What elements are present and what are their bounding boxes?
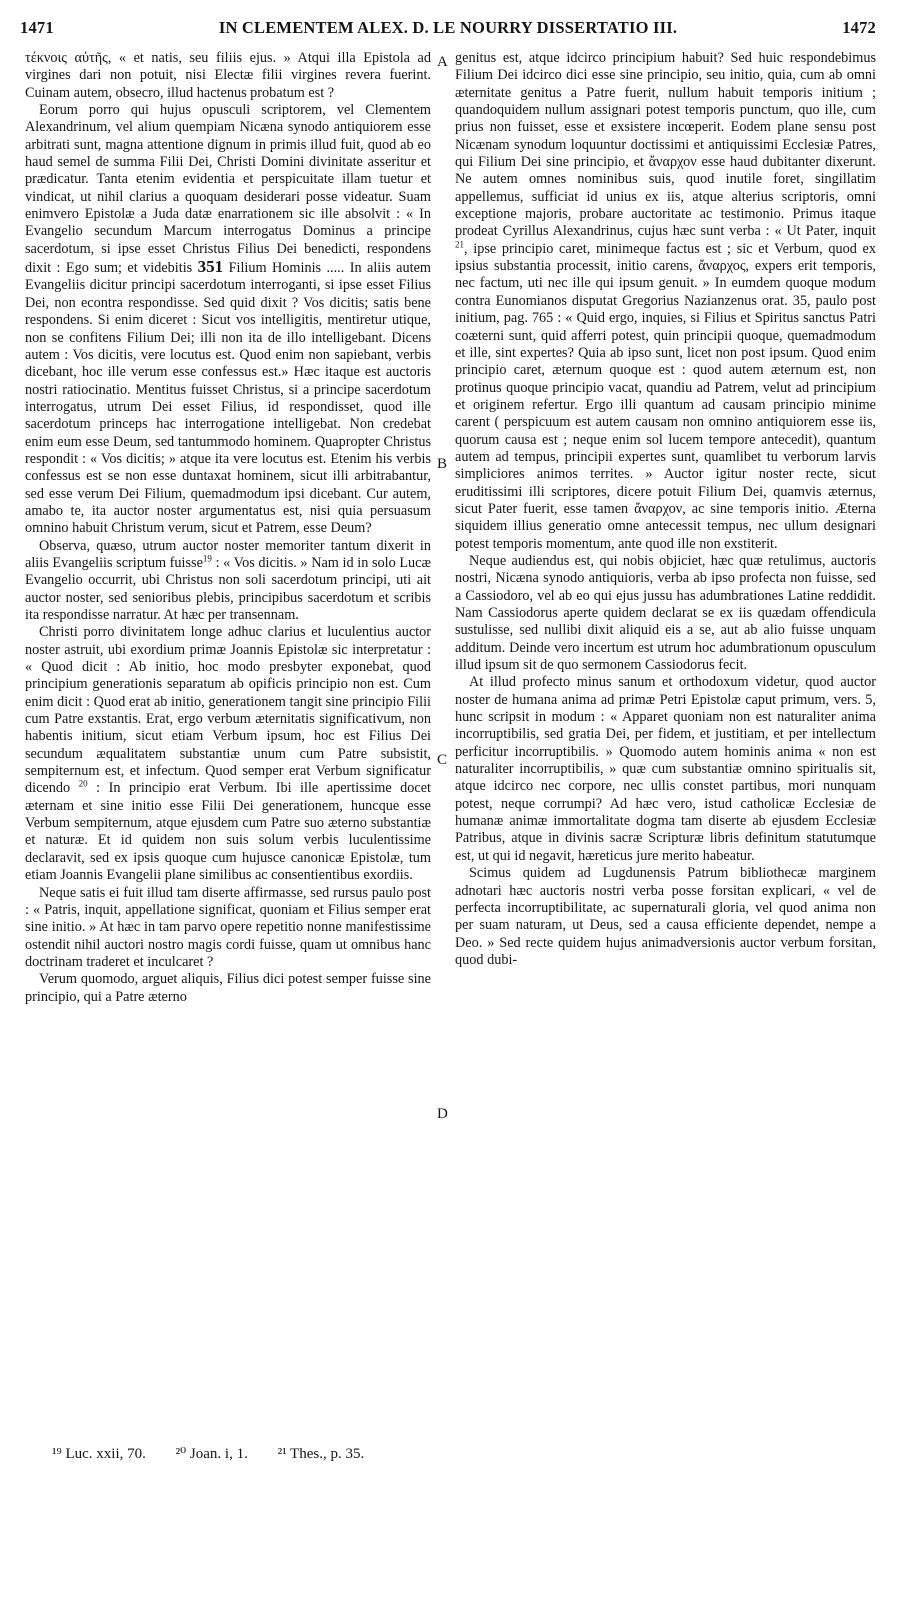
paragraph-text: : « Vos dicitis. » Nam id in solo Lucæ Evangelio occurrit, ubi Christus non soli sacerdotum principi, uti ait auctor noster, sed senioribus plebis, principibus sacerdotum et scribis ita respondisse narratur. At hæc per transennam.: [25, 554, 432, 623]
margin-marker-b: B: [437, 456, 448, 472]
running-title: IN CLEMENTEM ALEX. D. LE NOURRY DISSERTATIO III.: [218, 18, 678, 37]
paragraph: τέκνοις αὐτῆς, « et natis, seu filiis ejus. » Atqui illa Epistola ad virgines dari non potuit, nisi Electæ filii virgines revera fuerint. Cuinam autem, obsecro, illud hactenus probatum est ?: [25, 50, 431, 101]
paragraph: [455, 50, 876, 553]
footnote-ref: 19: [202, 553, 212, 564]
margin-marker-c: C: [437, 752, 448, 768]
footnote: ²¹ Thes., p. 35.: [277, 1446, 365, 1462]
paragraph: [25, 624, 431, 884]
paragraph-text: Christi porro divinitatem longe adhuc clarius et luculentius auctor noster astruit, ubi exordium primæ Joannis Epistolæ sic interpretatur : « Quod dicit : Ab initio, hoc modo presbyter exponebat, quod principium generationis separatum ab opificis principio non est. Cum enim dicit : Quod erat ab initio, generationem tangit sine principio Filii cum Patre exstantis. Erat, ergo verbum æternitatis significativum, non habentis initium, sicut etiam Verbum ipsum, hoc est Filius Dei secundum æqualitatem substantiæ unum cum Patre subsistit, sempiternum est, et infectum. Quod semper erat Verbum significatur dicendo: [25, 624, 431, 797]
footnote-ref: 20: [78, 778, 88, 789]
paragraph-text: genitus est, atque idcirco principium habuit? Sed huic respondebimus Filium Dei idcirco dici esse sine principio, seu initio, quia, cum ab omni æternitate genitus a Patre fuerit, nullum habuit temporis initium ; quandoquidem nullum assignari potest temporis punctum, quo ille, cum prius non fuisset, esse et exsistere incœperit. Eodem plane sensu post Nicænam synodum loquuntur doctissimi et antiquissimi Ecclesiæ Patres, qui Filium Dei sine principio, et ἄναρχον esse haud dubitanter dixerunt. Ne autem omnes nominibus suis, quod inutile foret, singillatim appellemus, sufficiat id unius ex iis, atque alterius scriptoris, omni exceptione majoris, probare auctoritate ac testimonio. Primus itaque prodeat Cyrillus Alexandrinus, cujus hæc sunt verba : « Ut Pater, inquit: [455, 50, 876, 240]
margin-marker-d: D: [437, 1106, 448, 1122]
paragraph: Verum quomodo, arguet aliquis, Filius dici potest semper fuisse sine principio, qui a Patre æterno: [25, 971, 431, 1005]
paragraph: Neque satis ei fuit illud tam diserte affirmasse, sed rursus paulo post : « Patris, inquit, appellatione significat, quoniam et Filius semper erat sine initio. » At hæc in tam parvo opere repetitio nonne manifestissime ostendit nihil auctori nostro magis cordi fuisse, quam ut omnibus hanc doctrinam traderet et inculcaret ?: [25, 884, 431, 970]
paragraph: At illud profecto minus sanum et orthodoxum videtur, quod auctor noster de humana anima ad primæ Petri Epistolæ caput primum, vers. 5, hunc scripsit in modum : « Apparet quoniam non est naturaliter anima incorruptibilis, sed gratia Dei, per fidem, et justitiam, et per intellectum perficitur incorruptibilis. » Quomodo autem hominis anima « non est naturaliter incorruptibilis, » quæ cum substantiæ omnino spiritualis sit, atque idcirco nec corpore, nec ullis constet partibus, mori nunquam potest, neque corrumpi? Ad hæc vero, istud catholicæ Ecclesiæ de humanæ animæ immortalitate dogma tam diserte ab ejusdem Ecclesiæ Patribus, atque in divinis sacræ Scripturæ libris definitum statutumque est, ut qui id negavit, hæreticus jure merito habeatur.: [455, 674, 876, 864]
footnote: ¹⁹ Luc. xxii, 70.: [52, 1446, 146, 1462]
right-column: [455, 50, 876, 969]
paragraph-text: Filium Hominis ..... In aliis autem Evangeliis dicitur principi sacerdotum interroganti, si ipse esset Filius Dei, non econtra respondisse. Sed quid dixit ? Vos dicitis; satis bene respondens. Si enim diceret : Sicut vos intelligitis, mentiretur utique, non se confitens Filium Dei; illi non ita de illo intelligebant. Dicens autem : Vos dicitis, vere locutus est. Quod enim non sapiebant, verbis dicebant, hoc ille verum esse confessus est.» Hæc itaque est auctoris nostri ratiocinatio. Mentitus fuisset Christus, si a principe sacerdotum interrogatus, utrum Dei esset Filius, id respondisset, quod ille sacerdotum princeps hac interrogatione intelligebat. Non credebat enim eum esse Deum, sed tantummodo hominem. Quapropter Christus respondit : « Vos dicitis; » atque ita vere locutus est. Etenim his verbis confessus est se non esse duntaxat hominem, sicut illi arbitrabantur, sed esse verum Dei Filium, quemadmodum ipsi dicebant. Cur autem, amabo te, ita auctor noster argumentatus est, nisi quia persuasum omnino habuit Christum verum, sicut et Patrem, esse Deum?: [25, 260, 432, 537]
paragraph: Scimus quidem ad Lugdunensis Patrum bibliothecæ marginem adnotari hæc auctoris nostri verba posse forsitan explicari, « vel de perfecta incorruptibilitate, ac supernaturali gloria, vel quod anima non per suam naturam, ut Deus, sed a causa efficiente dependet, nempe a Deo. » Sed recte quidem hujus animadversionis auctor verbum forsitan, quod dubi-: [455, 865, 876, 968]
footnotes: [52, 1444, 390, 1463]
paragraph-text: , ipse principio caret, minimeque factus est ; sic et Verbum, quod ex ipsius substantia processit, initio carens, ἄναρχος, expers erit temporis, nec factum, uti nec ille qui ipsum genuit. » In eumdem quoque modum contra Eunomianos disputat Gregorius Nazianzenus orat. 35, paulo post initium, pag. 765 : « Quid ergo, inquies, si Filius et Spiritus sanctus Patri coæterni sunt, quid afferri potest, quin principii quoque, quemadmodum et ille, sint expertes? Quia ab ipso sunt, licet non post ipsum. Quod enim principio caret, æternum quoque est : quod autem æternum est, non protinus quoque principio vacat, quandiu ad Patrem, velut ad principium et originem refertur. Ergo illi quantum ad causam principio minime carent ( perspicuum est autem causam non omnino antiquiorem esse iis, quorum causa est ; neque enim sol lucem tempore antecedit), quantum autem ad tempus, principii expertes sunt, quamlibet tu verborum larvis simpliciores animos territes. » Auctor igitur noster recte, sicut eruditissimi illi scriptores, dicere potuit Filium Dei, quamvis æternus, sicut Pater fuerit, esse tamen ἄναρχον, ac sine temporis initio. Æterna siquidem illius generatio omne antecessit tempus, nec ullum designari potest temporis momentum, ante quod ille non exstiterit.: [455, 240, 876, 552]
paragraph-text: : In principio erat Verbum. Ibi ille apertissime docet æternam et sine initio esse Filii Dei generationem, huncque esse Verbum sempiternum, atque ejusdem cum Patre suo æterno substantiæ et naturæ. Et id quidem non suis solum verbis luculentissime declaravit, sed ex ipsis quoque cum hujusce canonicæ Epistolæ, tum etiam Joannis Evangelii plane similibus ac consentientibus exordiis.: [25, 780, 432, 884]
paragraph: [25, 102, 431, 538]
margin-marker-a: A: [437, 54, 448, 70]
left-column: [25, 50, 431, 1006]
paragraph: [25, 538, 431, 625]
page-number-left: 1471: [20, 18, 54, 37]
inline-page-number: 351: [197, 257, 224, 277]
footnote: ²⁰ Joan. i, 1.: [175, 1446, 248, 1462]
paragraph: Neque audiendus est, qui nobis objiciet, hæc quæ retulimus, auctoris nostri, Nicæna synodo antiquioris, verba ab ipso profecta non fuisse, sed a Cassiodoro, vel ab eo qui ejus jussu has adumbrationes Latine reddidit. Nam Cassiodorus aperte quidem declarat se ex iis quædam offendicula sustulisse, sed nullibi dixit aliquid eis a se, aut ab alio fuisse unquam additum. Deinde vero incertum est utrum hoc adumbrationum opusculum illud ipsum sit de quo sermonem Cassiodorus fecit.: [455, 552, 876, 674]
paragraph-text: Eorum porro qui hujus opusculi scriptorem, vel Clementem Alexandrinum, vel alium quempiam Nicæna synodo antiquiorem esse arbitrati sunt, magna attentione dignum in primis illud fuit, quod ab eo haud semel de summa Filii Dei, Christi Domini divinitate asseritur et prædicatur. Tanta etenim evidentia et perspicuitate illam tuetur et vindicat, ut nihil clarius a quoquam desiderari posse videatur. Suam enimvero Epistolæ a Juda datæ enarrationem sic ille absolvit : « In Evangelio secundum Marcum interrogatus Dominus a principe sacerdotum, si ipse esset Christus Filius Dei benedicti, respondens dixit : Ego sum; et videbitis: [25, 102, 431, 277]
page-number-right: 1472: [842, 18, 876, 37]
paragraph-text: Observa, quæso, utrum auctor noster memoriter tantum dixerit in aliis Evangeliis scriptum fuisse: [25, 537, 431, 571]
footnote-ref: 21: [455, 239, 464, 250]
running-header: [20, 4, 876, 38]
